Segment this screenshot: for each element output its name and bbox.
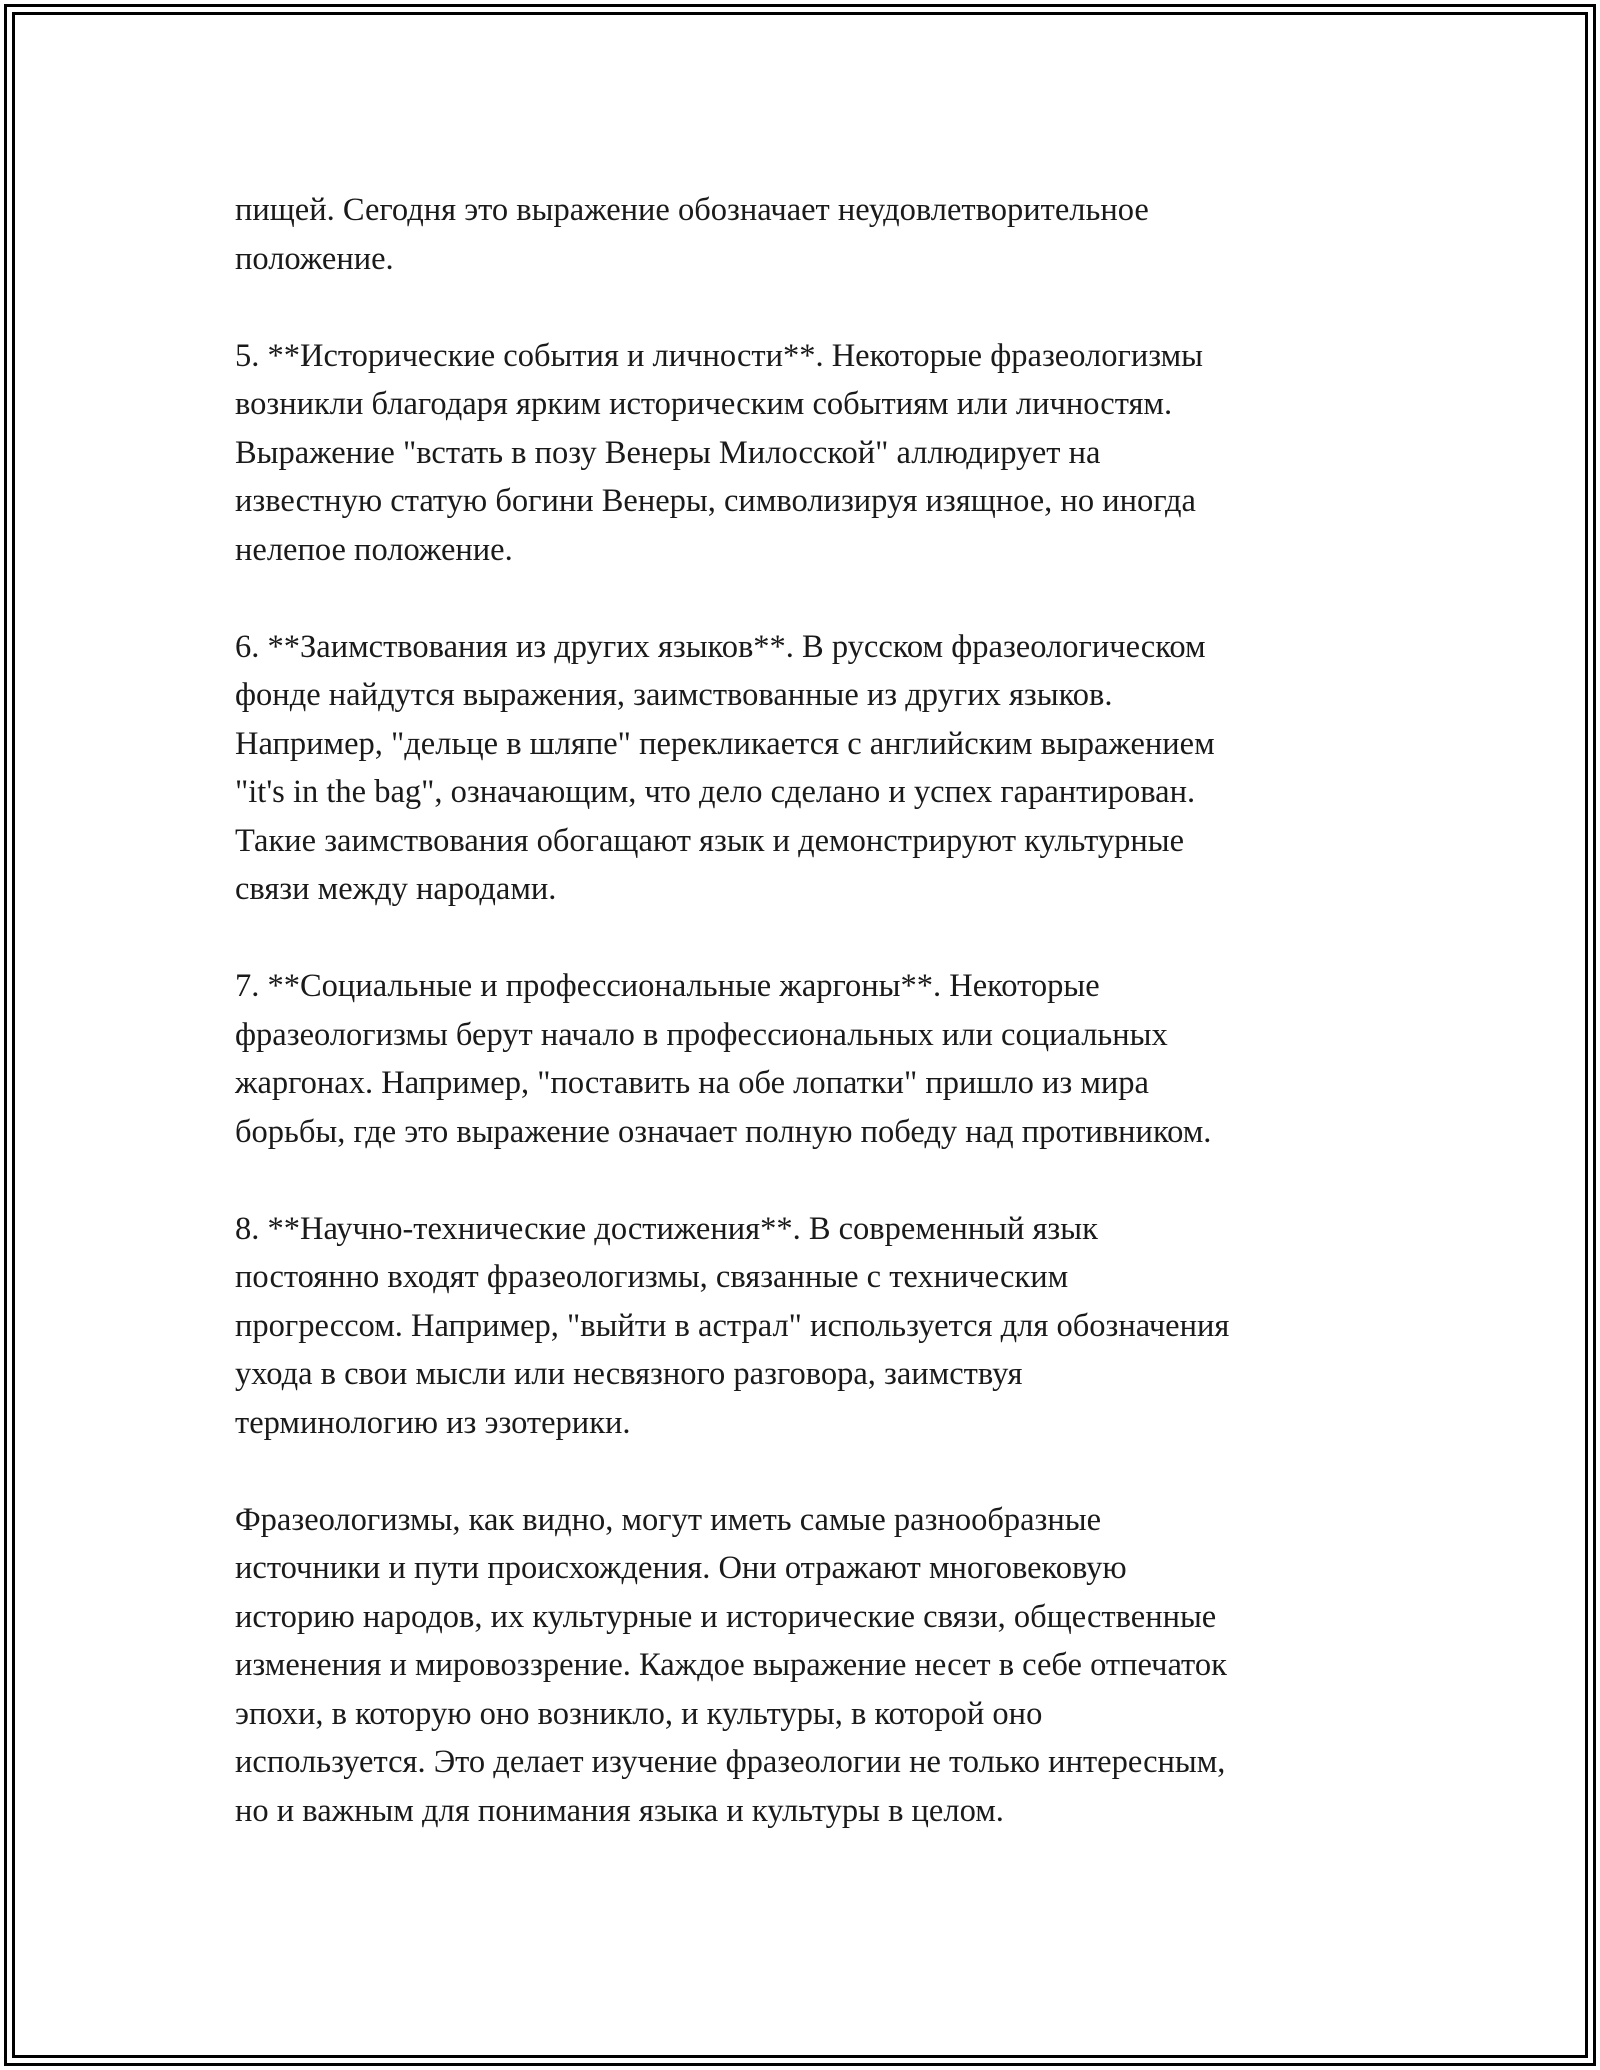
paragraph-conclusion: Фразеологизмы, как видно, могут иметь самые разнообразные источники и пути происхождения. Они отражают многовековую историю народов, их культурные и исторические связи, общественные изменения и мировоззрение. Каждое выражение несет в себе отпечаток эпохи, в которую оно возникло, и культуры, в которой оно используется. Это делает изучение фразеологии не только интересным, но и важным для понимания языка и культуры в целом. bbox=[235, 1501, 1227, 1829]
paragraph-jargons: 7. **Социальные и профессиональные жаргоны**. Некоторые фразеологизмы берут начало в профессиональных или социальных жаргонах. Например, "поставить на обе лопатки" пришло из мира борьбы, где это выражение означает полную победу над противником. bbox=[235, 968, 1212, 1150]
paragraph-borrowings: 6. **Заимствования из других языков**. В русском фразеологическом фонде найдутся выражения, заимствованные из других языков. Например, "дельце в шляпе" перекликается с английским выражением "it's in the bag", означающим, что дело сделано и успех гарантирован. Такие заимствования обогащают язык и демонстрируют культурные связи между народами. bbox=[235, 628, 1215, 907]
paragraph-historical-events: 5. **Исторические события и личности**. Некоторые фразеологизмы возникли благодаря ярким историческим событиям или личностям. Выражение "встать в позу Венеры Милосской" аллюдирует на известную статую богини Венеры, символизируя изящное, но иногда нелепое положение. bbox=[235, 337, 1204, 568]
paragraph-continuation: пищей. Сегодня это выражение обозначает неудовлетворительное положение. bbox=[235, 192, 1149, 277]
paragraph-scientific-technical: 8. **Научно-технические достижения**. В современный язык постоянно входят фразеологизмы, связанные с техническим прогрессом. Например, "выйти в астрал" используется для обозначения ухода в свои мысли или несвязного разговора, заимствуя терминологию из эзотерики. bbox=[235, 1210, 1230, 1441]
document-body bbox=[235, 186, 1395, 1835]
